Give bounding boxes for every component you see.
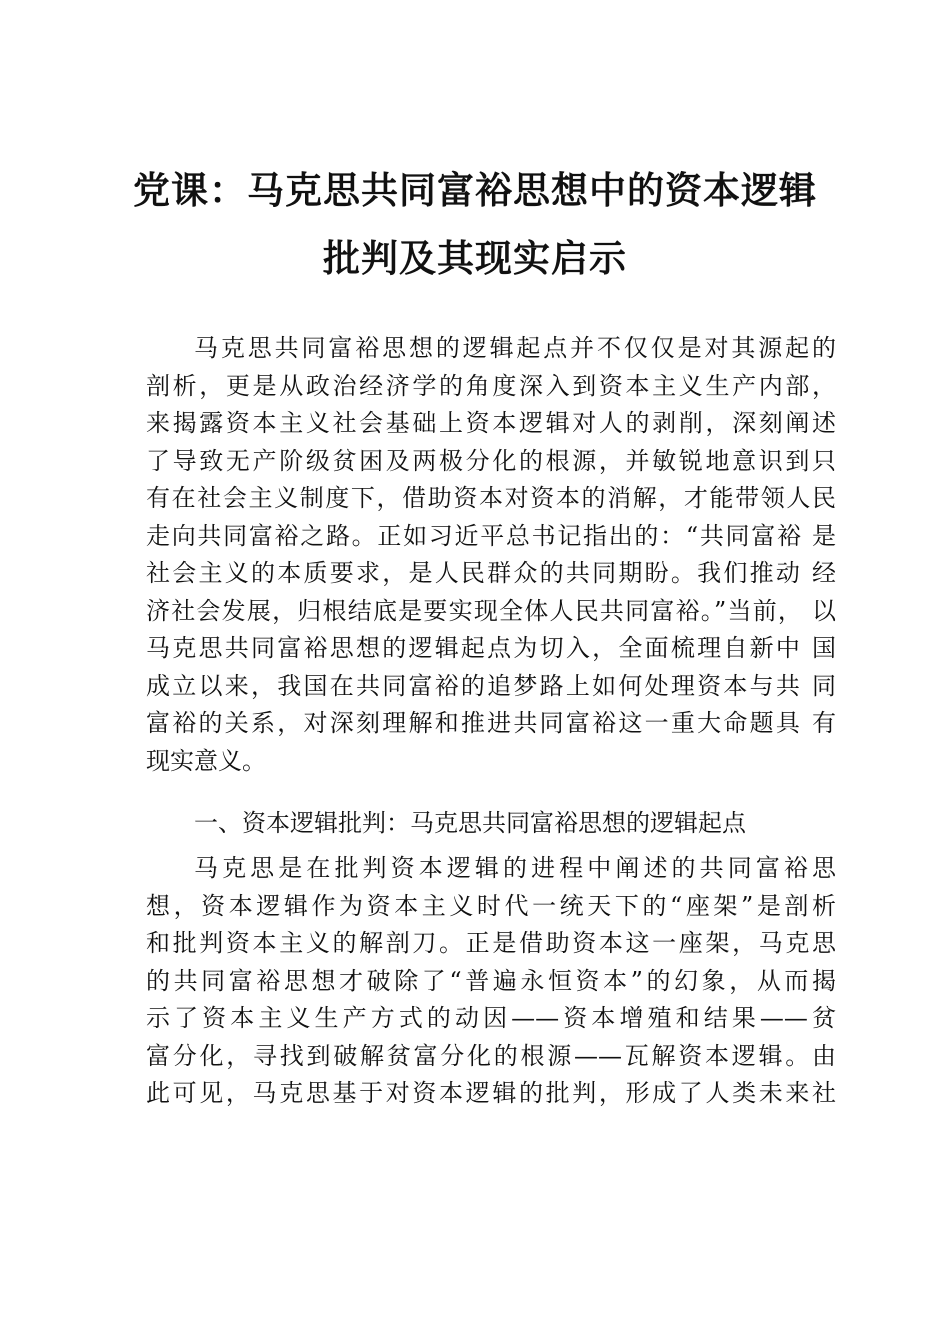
paragraph-1-line: 有在社会主义制度下，借助资本对资本的消解，才能带领人民 <box>146 484 836 512</box>
paragraph-1-line: 社会主义的本质要求，是人民群众的共同期盼。我们推动 经 <box>146 559 836 587</box>
paragraph-1-line: 来揭露资本主义社会基础上资本逻辑对人的剥削，深刻阐述 <box>146 409 836 437</box>
paragraph-1-line: 现实意义。 <box>146 746 266 775</box>
paragraph-1-line: 成立以来，我国在共同富裕的追梦路上如何处理资本与共 同 <box>146 671 836 700</box>
paragraph-1-line: 济社会发展，归根结底是要实现全体人民共同富裕。”当前， 以 <box>146 596 836 625</box>
paragraph-2-line: 示了资本主义生产方式的动因——资本增殖和结果——贫 <box>146 1004 836 1032</box>
paragraph-2-line: 的共同富裕思想才破除了“普遍永恒资本”的幻象，从而揭 <box>146 966 836 995</box>
paragraph-2-line: 此可见，马克思基于对资本逻辑的批判，形成了人类未来社 <box>146 1079 836 1107</box>
paragraph-1-line: 富裕的关系，对深刻理解和推进共同富裕这一重大命题具 有 <box>146 709 836 737</box>
paragraph-1-line: 了导致无产阶级贫困及两极分化的根源，并敏锐地意识到只 <box>146 446 836 475</box>
paragraph-2-line: 马克思是在批判资本逻辑的进程中阐述的共同富裕思 <box>194 854 836 882</box>
section-heading-text: 一、资本逻辑批判：马克思共同富裕思想的逻辑起点 <box>194 809 746 837</box>
title-line-2: 批判及其现实启示 <box>323 237 627 280</box>
paragraph-1-line: 马克思共同富裕思想的逻辑起点为切入，全面梳理自新中 国 <box>146 634 836 662</box>
paragraph-2-line: 想，资本逻辑作为资本主义时代一统天下的“座架”是剖析 <box>146 891 836 920</box>
title-line-1: 党课：马克思共同富裕思想中的资本逻辑 <box>133 169 817 212</box>
paragraph-2-line: 富分化，寻找到破解贫富分化的根源——瓦解资本逻辑。由 <box>146 1041 836 1070</box>
paragraph-1-line: 马克思共同富裕思想的逻辑起点并不仅仅是对其源起的 <box>194 334 836 362</box>
paragraph-1 <box>146 330 836 780</box>
paragraph-1-line: 剖析，更是从政治经济学的角度深入到资本主义生产内部， <box>146 371 836 400</box>
paragraph-2-line: 和批判资本主义的解剖刀。正是借助资本这一座架，马克思 <box>146 929 836 957</box>
paragraph-2 <box>146 850 836 1113</box>
paragraph-1-line: 走向共同富裕之路。正如习近平总书记指出的：“共同富裕 是 <box>146 521 836 550</box>
section-heading <box>146 805 836 843</box>
